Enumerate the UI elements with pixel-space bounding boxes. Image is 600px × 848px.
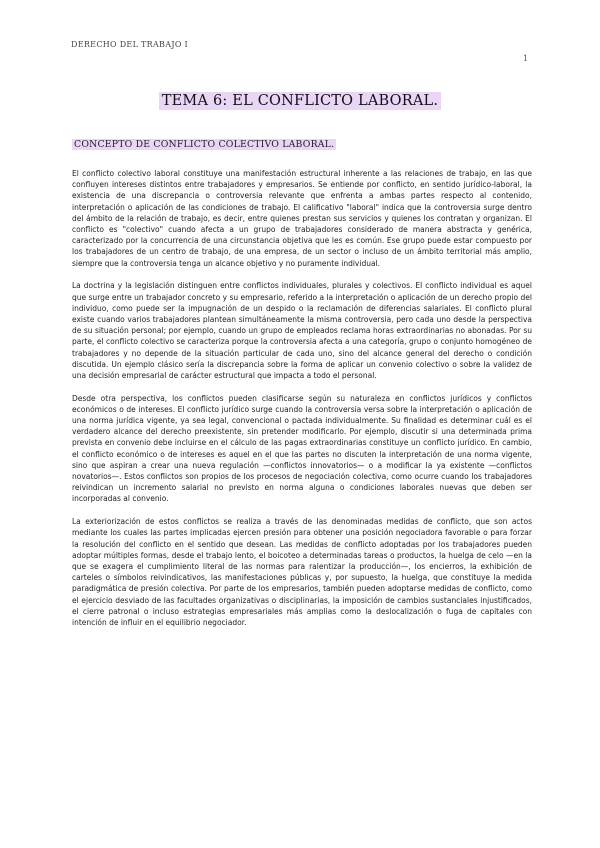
paragraph: Desde otra perspectiva, los conflictos pueden clasificarse según su naturaleza en conflictos jurídicos y conflictos económicos o de intereses. El conflicto jurídico surge cuando la controversia versa sobre la interpretación o aplicación de una norma jurídica vigente, ya sea legal, convencional o pactada individualmente. Su finalidad es determinar cuál es el verdadero alcance del derecho preexistente, sin pretender modificarlo. Por ejemplo, discutir si una determinada prima prevista en convenio debe incluirse en el cálculo de las pagas extraordinarias constituye un conflicto jurídico. En cambio, el conflicto económico o de intereses es aquel en el que las partes no discuten la interpretación de una norma vigente, sino que aspiran a crear una nueva regulación —conflictos innovatorios— o a modificar la ya existente —conflictos novatorios—. Estos conflictos son propios de los procesos de negociación colectiva, como ocurre cuando los trabajadores reivindican un incremento salarial no previsto en norma alguna o condiciones laborales nuevas que deben ser incorporadas al convenio.	[72, 393, 532, 504]
title-container	[0, 92, 600, 110]
running-header: DERECHO DEL TRABAJO I	[71, 40, 188, 49]
page-title: TEMA 6: EL CONFLICTO LABORAL.	[159, 92, 441, 110]
section-heading: CONCEPTO DE CONFLICTO COLECTIVO LABORAL.	[74, 139, 335, 150]
paragraph: La exteriorización de estos conflictos se realiza a través de las denominadas medidas de conflicto, que son actos mediante los cuales las partes implicadas ejercen presión para obtener una posición negociadora favorable o para forzar la resolución del conflicto en el sentido que desean. Las medidas de conflicto adoptadas por los trabajadores pueden adoptar múltiples formas, desde el trabajo lento, el boicoteo a determinadas tareas o productos, la huelga de celo —en la que se exagera el cumplimiento literal de las normas para ralentizar la producción—, los encierros, la exhibición de carteles o símbolos reivindicativos, las manifestaciones públicas y, por supuesto, la huelga, que constituye la medida paradigmática de presión colectiva. Por parte de los empresarios, también pueden adoptarse medidas de conflicto, como el ejercicio desviado de las facultades organizativas o disciplinarias, la imposición de cambios sustanciales injustificados, el cierre patronal o incluso estrategias empresariales más amplias como la deslocalización o fuga de capitales con intención de influir en el equilibrio negociador.	[72, 517, 532, 628]
paragraph: La doctrina y la legislación distinguen entre conflictos individuales, plurales y colectivos. El conflicto individual es aquel que surge entre un trabajador concreto y su empresario, referido a la interpretación o aplicación de un derecho propio del individuo, como puede ser la impugnación de un despido o la reclamación de diferencias salariales. El conflicto plural existe cuando varios trabajadores plantean simultáneamente la misma controversia, pero cada uno desde la perspectiva de su situación personal; por ejemplo, cuando un grupo de empleados reclama horas extraordinarias no abonadas. Por su parte, el conflicto colectivo se caracteriza porque la controversia afecta a una categoría, grupo o conjunto homogéneo de trabajadores y no depende de la situación particular de cada uno, sino del alcance general del derecho o condición discutida. Un ejemplo clásico sería la discrepancia sobre la forma de aplicar un convenio colectivo o sobre la validez de una decisión empresarial de carácter estructural que impacta a todo el personal.	[72, 281, 532, 380]
body-text	[72, 168, 532, 640]
page-number: 1	[523, 54, 529, 63]
paragraph: El conflicto colectivo laboral constituye una manifestación estructural inherente a las relaciones de trabajo, en las que confluyen intereses distintos entre trabajadores y empresarios. Se entiende por conflicto, en sentido jurídico-laboral, la existencia de una discrepancia o controversia relevante que enfrenta a ambas partes respecto al contenido, interpretación o aplicación de las condiciones de trabajo. El calificativo "laboral" indica que la controversia surge dentro del ámbito de la relación de trabajo, es decir, entre quienes prestan sus servicios y quienes los contratan y organizan. El conflicto es "colectivo" cuando afecta a un grupo de trabajadores considerado de manera abstracta y genérica, caracterizado por la concurrencia de una circunstancia objetiva que les es común. Ese grupo puede estar compuesto por los trabajadores de un centro de trabajo, de una empresa, de un sector o incluso de un ámbito territorial más amplio, siempre que la controversia tenga un alcance objetivo y no puramente individual.	[72, 169, 532, 268]
